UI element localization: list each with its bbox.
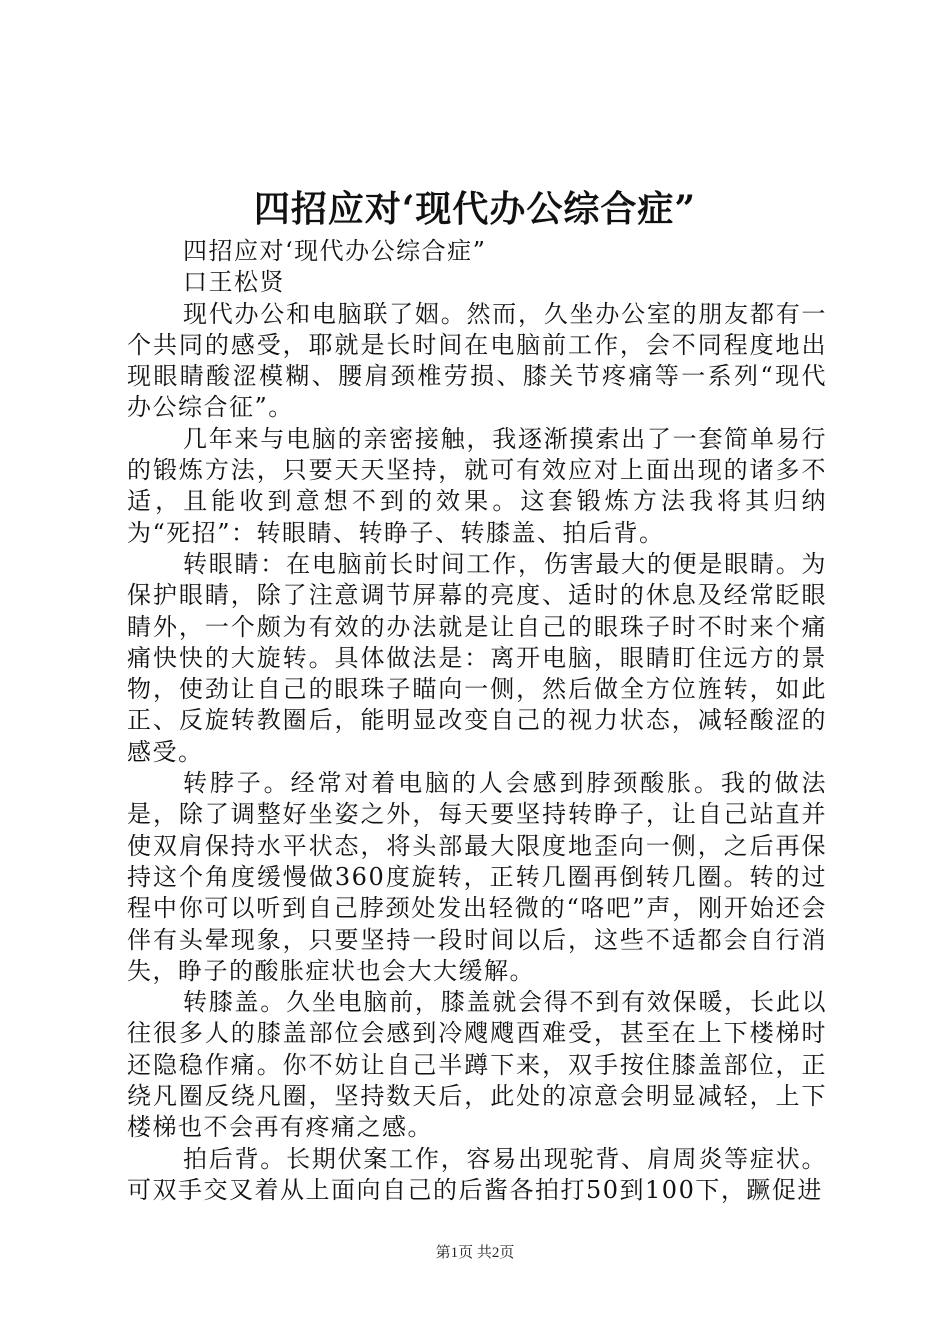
document-body bbox=[127, 236, 827, 1206]
paragraph: 转眼睛：在电脑前长时间工作，伤害最大的便是眼睛。为保护眼睛，除了注意调节屏幕的亮度、适时的休息及经常眨眼睛外，一个颇为有效的办法就是让自己的眼珠子时不时来个痛痛快快的大旋转。具体做法是：离开电脑，眼睛盯住远方的景物，使劲让自己的眼珠子瞄向一侧，然后做全方位旌转，如此正、反旋转教圈后，能明显改变自己的视力状态，减轻酸涩的感受。 bbox=[127, 549, 827, 766]
paragraph: 转膝盖。久坐电脑前，膝盖就会得不到有效保暖，长此以往很多人的膝盖部位会感到冷飕飕酉难受，甚至在上下楼梯时还隐稳作痛。你不妨让自己半蹲下来，双手按住膝盖部位，正绕凡圈反绕凡圈，坚持数天后，此处的凉意会明显减轻，上下楼梯也不会再有疼痛之感。 bbox=[127, 988, 827, 1142]
paragraph: 现代办公和电脑联了姻。然而，久坐办公室的朋友都有一个共同的感受，耶就是长时间在电脑前工作，会不同程度地出现眼睛酸涩模糊、腰肩颈椎劳损、膝关节疼痛等一系列“现代办公综合征”。 bbox=[127, 299, 827, 422]
page-title: 四招应对‘现代办公综合症” bbox=[253, 188, 697, 230]
subtitle-line: 四招应对‘现代办公综合症” bbox=[183, 237, 487, 265]
paragraph: 拍后背。长期伏案工作，容易出现驼背、肩周炎等症状。可双手交叉着从上面向自己的后酱各拍打50到100下，蹶促进 bbox=[127, 1144, 827, 1204]
paragraph: 几年来与电脑的亲密接触，我逐渐摸索出了一套简单易行的锻炼方法，只要天天坚持，就可有效应对上面出现的诸多不适，且能收到意想不到的效果。这套锻炼方法我将其归纳为“死招”：转眼睛、转睁子、转膝盖、拍后背。 bbox=[127, 424, 827, 547]
paragraph: 转脖子。经常对着电脑的人会感到脖颈酸胀。我的做法是，除了调整好坐姿之外，每天要坚持转睁子，让自己站直并使双肩保持水平状态，将头部最大限度地歪向一侧，之后再保持这个角度缓慢做360度旋转，正转几圈再倒转几圈。转的过程中你可以听到自己脖颈处发出轻微的“咯吧”声，刚开始还会伴有头晕现象，只要坚持一段时间以后，这些不适都会自行消失，睁子的酸胀症状也会大大缓解。 bbox=[127, 769, 827, 985]
author-line: 口王松贤 bbox=[183, 268, 285, 297]
page-footer: 第1页 共2页 bbox=[435, 1245, 515, 1261]
